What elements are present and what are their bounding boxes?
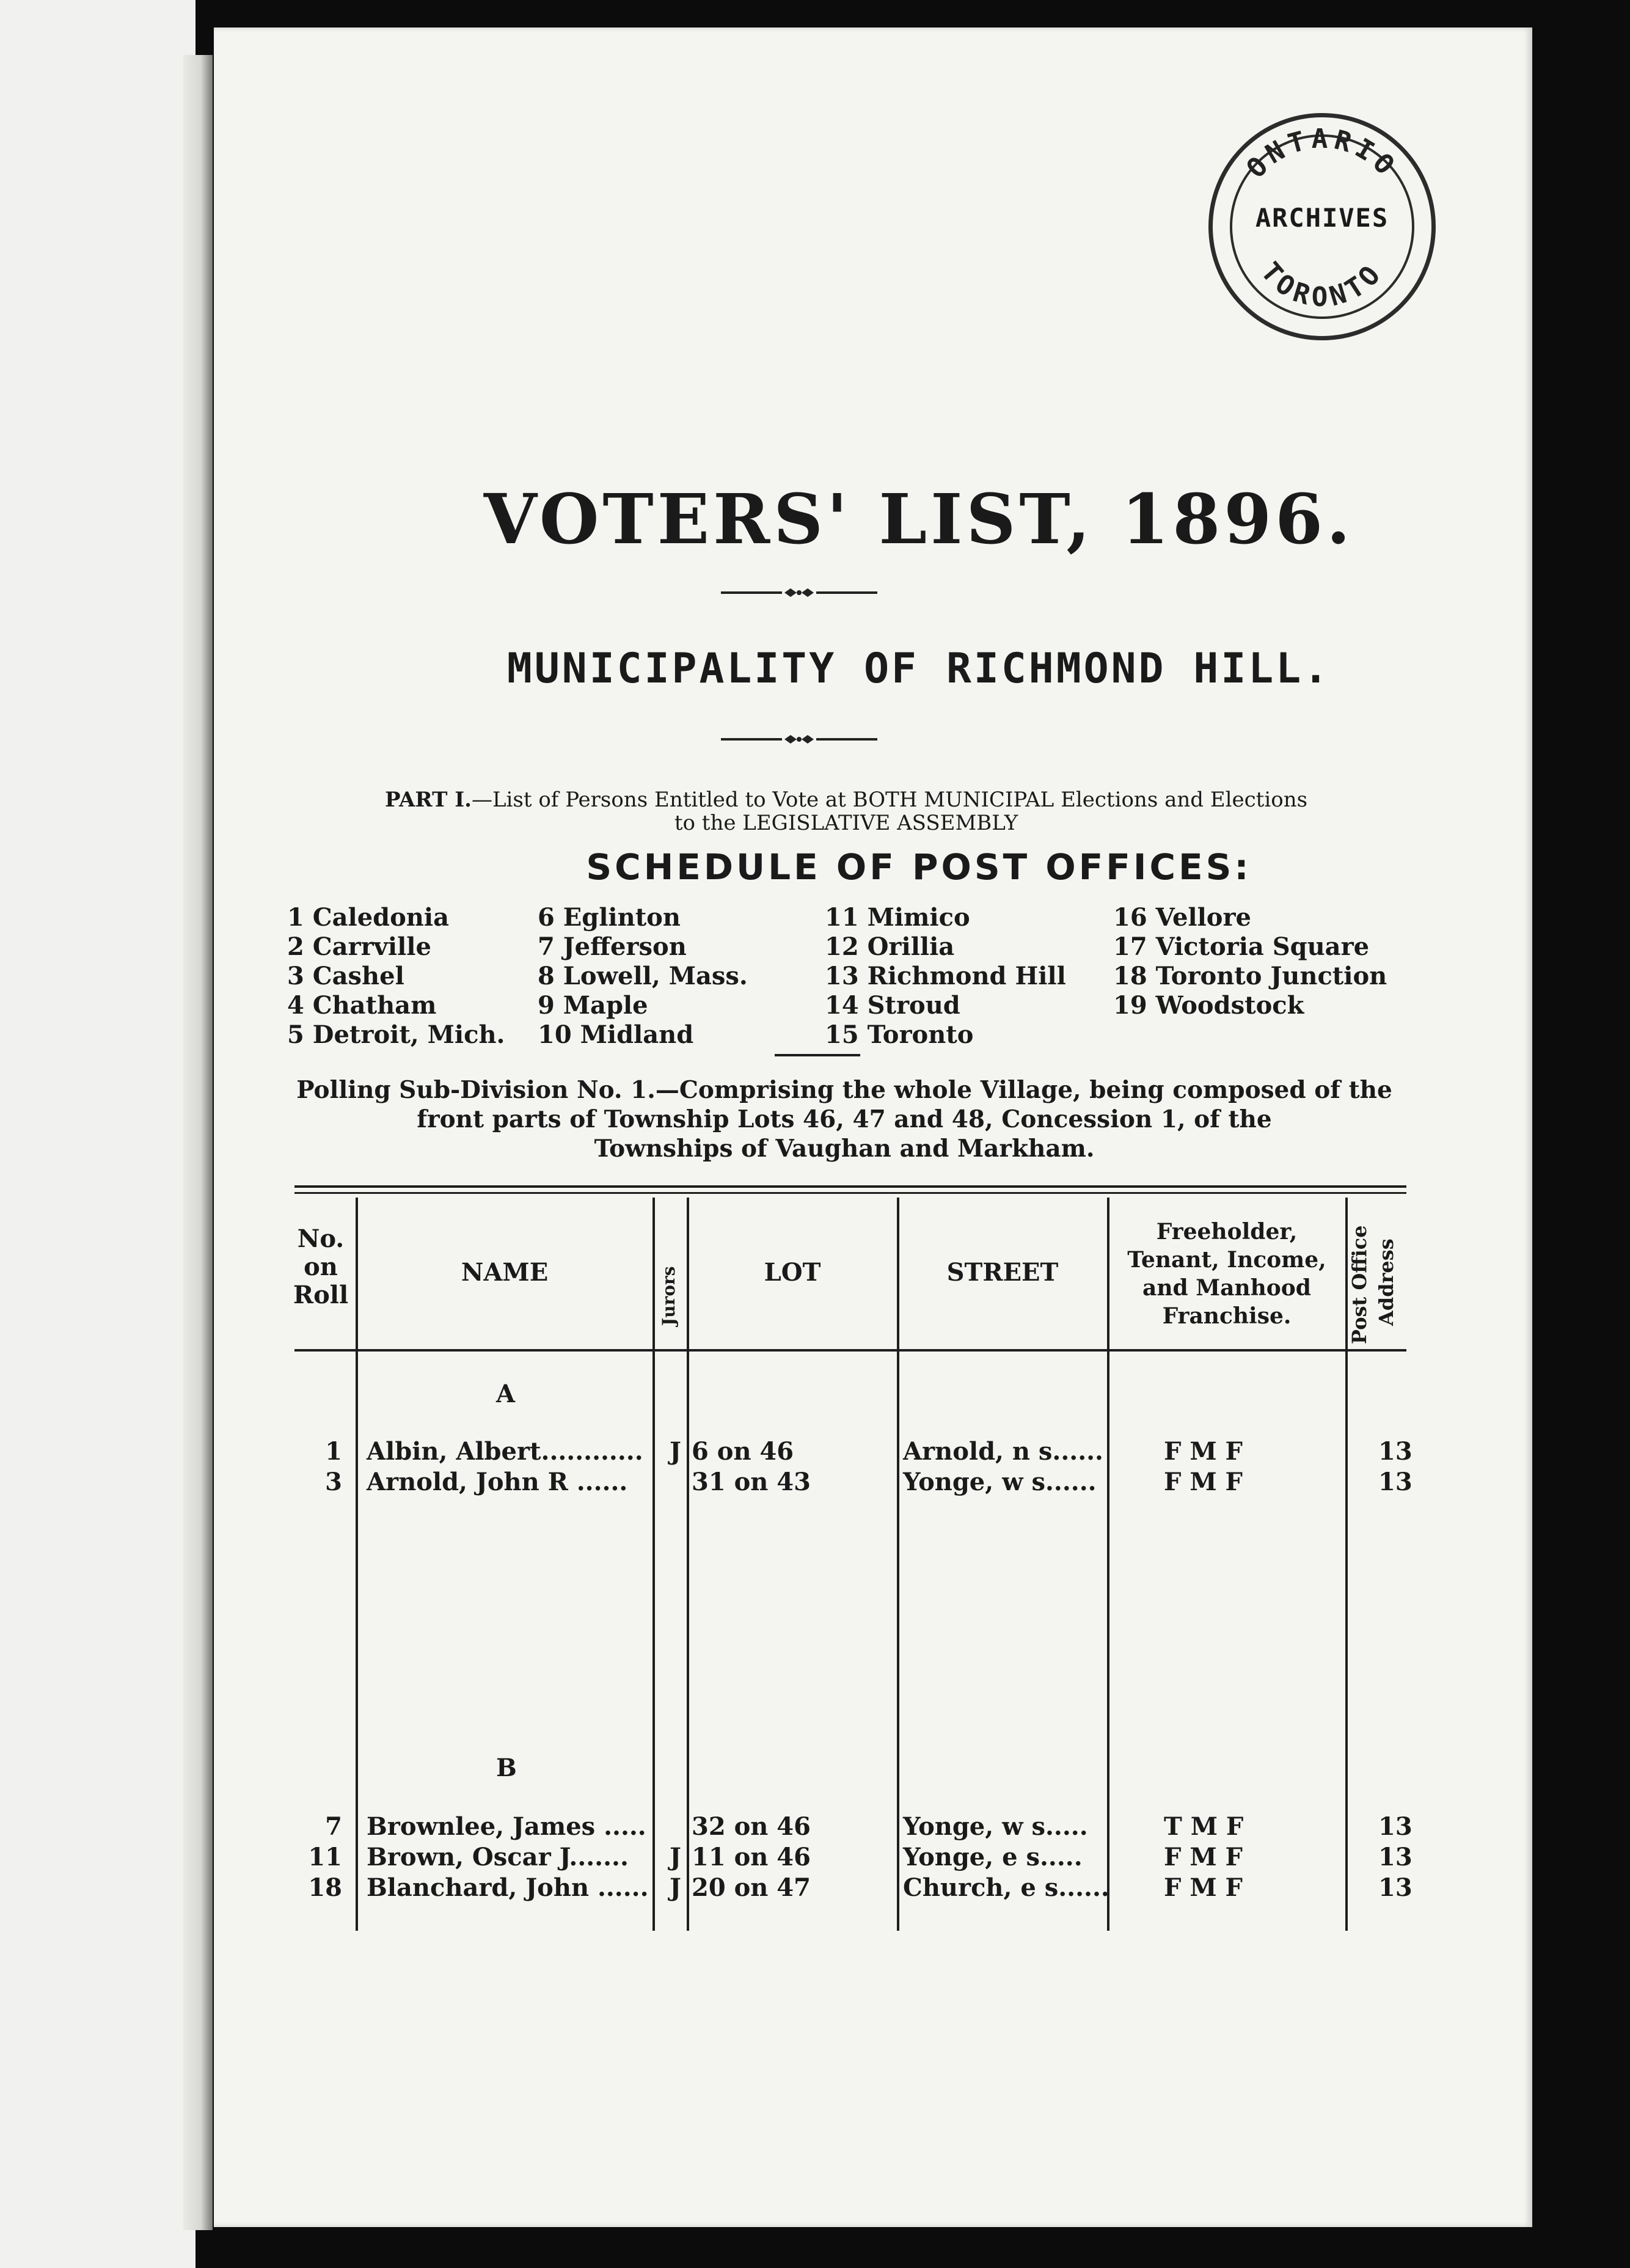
post-office-item: 17 Victoria Square	[1113, 932, 1370, 961]
post-office-item: 11 Mimico	[825, 903, 970, 932]
post-office-column-4	[1113, 903, 1387, 1020]
post-office-column-3	[825, 903, 1066, 1050]
row-name: Albin, Albert............	[367, 1437, 643, 1466]
post-office-item: 8 Lowell, Mass.	[538, 962, 748, 990]
col-divider-name	[652, 1198, 655, 1931]
row-franchise: F M F	[1164, 1843, 1243, 1871]
header-no-line1: No.	[297, 1224, 345, 1253]
row-franchise: F M F	[1164, 1873, 1243, 1902]
post-office-item: 2 Carrville	[287, 932, 431, 961]
part-description	[287, 788, 1405, 835]
section-letter-b: B	[496, 1754, 517, 1782]
part-text-line2: to the LEGISLATIVE ASSEMBLY	[674, 811, 1018, 835]
stamp-middle-text: ARCHIVES	[1255, 203, 1389, 233]
header-post-office: Post Office	[1348, 1225, 1371, 1344]
post-office-item: 3 Cashel	[287, 962, 404, 990]
row-juror: J	[670, 1873, 681, 1902]
svg-text:TORONTO	[1255, 257, 1390, 313]
row-no: 18	[308, 1873, 342, 1902]
header-franchise-line4: Franchise.	[1162, 1303, 1292, 1329]
row-po: 13	[1378, 1812, 1413, 1841]
post-office-item: 6 Eglinton	[538, 903, 681, 932]
post-office-item: 7 Jefferson	[538, 932, 687, 961]
post-office-item: 5 Detroit, Mich.	[287, 1020, 505, 1049]
post-office-item: 4 Chatham	[287, 991, 437, 1020]
header-franchise-line3: and Manhood	[1142, 1275, 1311, 1301]
post-office-item: 1 Caledonia	[287, 903, 449, 932]
header-franchise-line1: Freeholder,	[1156, 1219, 1298, 1245]
facing-page	[0, 0, 196, 2268]
post-office-item: 19 Woodstock	[1113, 991, 1304, 1020]
post-office-item: 16 Vellore	[1113, 903, 1251, 932]
stamp-bottom-text: TORONTO	[1254, 256, 1390, 313]
stamp-top-text: ONTARIO	[1240, 123, 1404, 185]
polling-description	[282, 1075, 1406, 1163]
polling-line3: Townships of Vaughan and Markham.	[594, 1135, 1095, 1163]
row-juror: J	[670, 1437, 681, 1466]
page-title: VOTERS' LIST, 1896.	[483, 480, 1354, 560]
header-franchise-line2: Tenant, Income,	[1127, 1247, 1326, 1273]
row-no: 7	[325, 1812, 342, 1841]
title-ornament-2	[721, 730, 877, 748]
polling-line1: Polling Sub-Division No. 1.—Comprising the whole Village, being composed of the	[296, 1076, 1392, 1104]
header-lot: LOT	[764, 1258, 821, 1287]
polling-line2: front parts of Township Lots 46, 47 and 48, Concession 1, of the	[417, 1105, 1272, 1133]
header-street: STREET	[946, 1258, 1059, 1287]
row-street: Yonge, e s.....	[903, 1843, 1083, 1871]
header-no-line3: Roll	[293, 1281, 349, 1309]
col-divider-lot	[897, 1198, 899, 1931]
post-office-item: 15 Toronto	[825, 1020, 974, 1049]
row-no: 1	[325, 1437, 342, 1466]
row-juror: J	[670, 1843, 681, 1871]
post-office-column-2	[538, 903, 748, 1050]
post-office-item: 9 Maple	[538, 991, 648, 1020]
table-header-rule	[294, 1349, 1406, 1352]
row-name: Arnold, John R ......	[367, 1468, 628, 1496]
title-ornament-1	[721, 583, 877, 602]
header-jurors: Jurors	[659, 1266, 679, 1326]
row-po: 13	[1378, 1468, 1413, 1496]
header-address: Address	[1375, 1238, 1398, 1326]
row-lot: 11 on 46	[692, 1843, 811, 1871]
header-no-on-roll	[287, 1225, 354, 1309]
part-text-line1: —List of Persons Entitled to Vote at BOTH MUNICIPAL Elections and Elections	[471, 788, 1308, 812]
row-franchise: F M F	[1164, 1437, 1243, 1466]
row-po: 13	[1378, 1873, 1413, 1902]
schedule-heading: SCHEDULE OF POST OFFICES:	[586, 846, 1252, 888]
header-no-line2: on	[304, 1253, 338, 1281]
post-office-column-1	[287, 903, 505, 1050]
row-no: 3	[325, 1468, 342, 1496]
row-name: Brown, Oscar J.......	[367, 1843, 629, 1871]
row-po: 13	[1378, 1843, 1413, 1871]
col-divider-no	[356, 1198, 358, 1931]
table-top-rule	[294, 1185, 1406, 1188]
post-office-item: 18 Toronto Junction	[1113, 962, 1387, 990]
row-lot: 6 on 46	[692, 1437, 794, 1466]
post-office-item: 13 Richmond Hill	[825, 962, 1066, 990]
municipality-heading: MUNICIPALITY OF RICHMOND HILL.	[506, 645, 1331, 693]
row-lot: 20 on 47	[692, 1873, 811, 1902]
row-po: 13	[1378, 1437, 1413, 1466]
part-lead: PART I.	[384, 788, 472, 812]
archives-stamp	[1208, 113, 1436, 340]
col-divider-jurors	[687, 1198, 689, 1931]
post-office-item: 12 Orillia	[825, 932, 955, 961]
table-top-rule-2	[294, 1192, 1406, 1194]
row-street: Yonge, w s......	[903, 1468, 1097, 1496]
page-gutter	[183, 55, 213, 2230]
row-street: Arnold, n s......	[903, 1437, 1103, 1466]
section-letter-a: A	[496, 1380, 516, 1408]
row-lot: 32 on 46	[692, 1812, 811, 1841]
schedule-divider	[775, 1054, 860, 1056]
header-franchise	[1109, 1218, 1344, 1330]
row-street: Church, e s......	[903, 1873, 1109, 1902]
row-name: Blanchard, John ......	[367, 1873, 649, 1902]
row-name: Brownlee, James .....	[367, 1812, 646, 1841]
row-franchise: F M F	[1164, 1468, 1243, 1496]
header-name: NAME	[461, 1258, 549, 1287]
post-office-item: 14 Stroud	[825, 991, 960, 1020]
post-office-item: 10 Midland	[538, 1020, 694, 1049]
row-franchise: T M F	[1164, 1812, 1244, 1841]
row-lot: 31 on 43	[692, 1468, 811, 1496]
svg-text:ONTARIO	[1240, 123, 1403, 184]
row-street: Yonge, w s.....	[903, 1812, 1088, 1841]
row-no: 11	[308, 1843, 342, 1871]
